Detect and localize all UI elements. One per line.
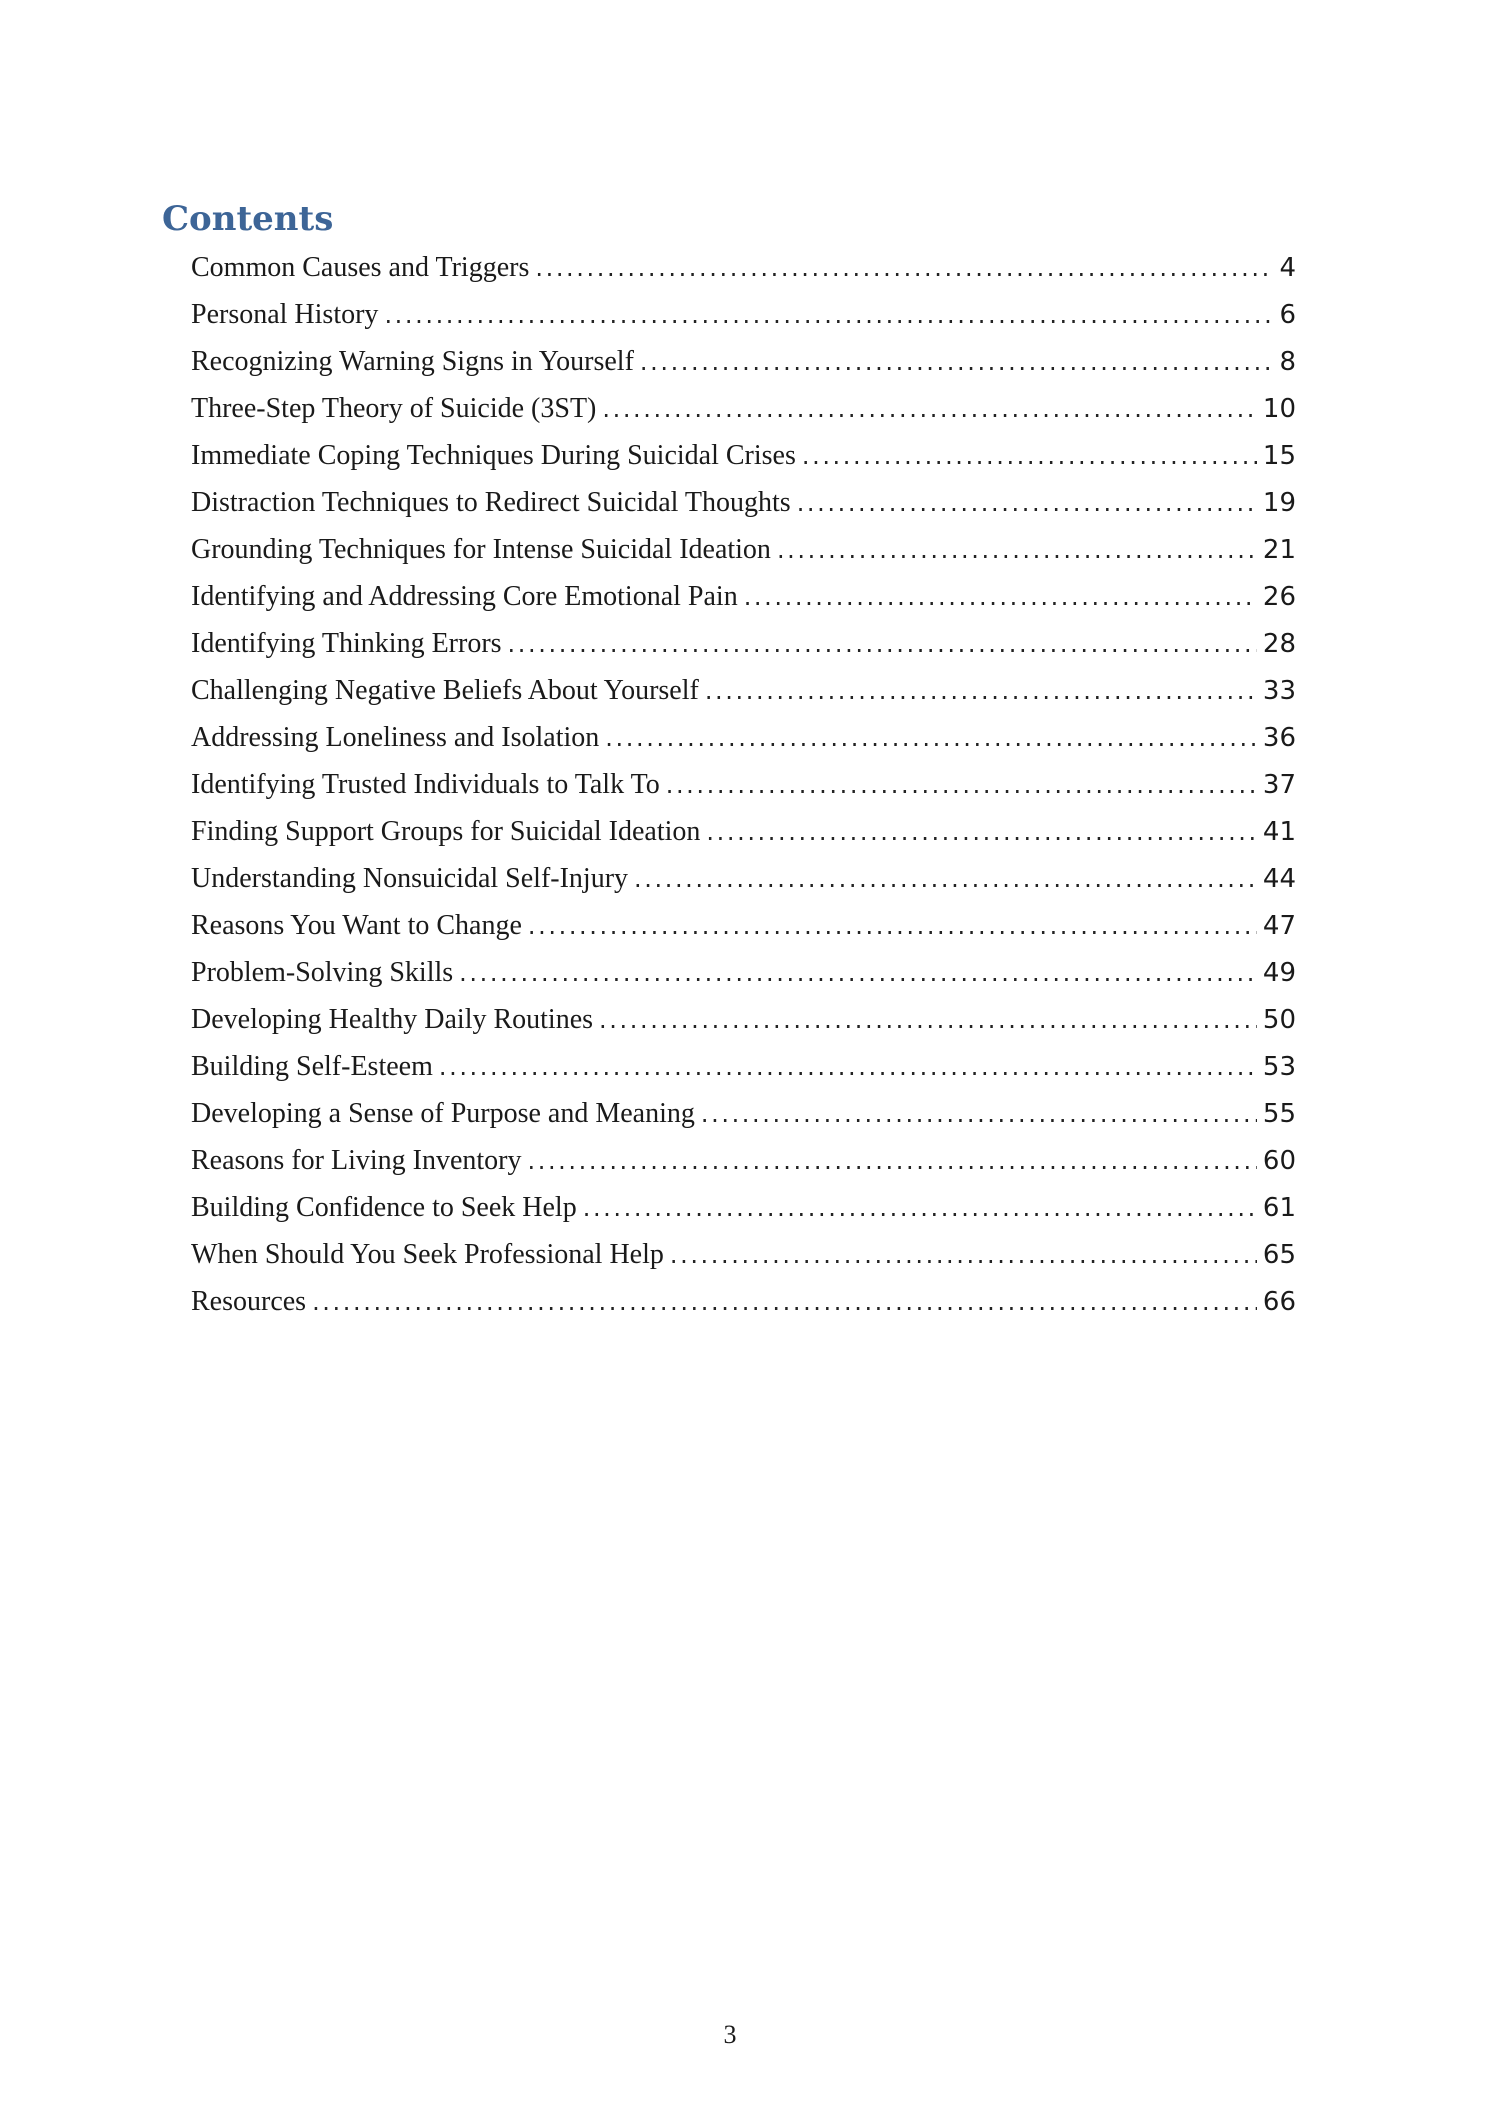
toc-entry-page-number: 8 xyxy=(1279,347,1296,377)
toc-entry-page-number: 44 xyxy=(1262,864,1296,894)
toc-entry-page-number: 41 xyxy=(1262,817,1296,847)
toc-dot-leader xyxy=(640,339,1274,386)
toc-entry-page-number: 55 xyxy=(1262,1099,1296,1129)
toc-entry[interactable] xyxy=(191,479,1296,526)
page-number: 3 xyxy=(723,2020,737,2049)
toc-entry[interactable] xyxy=(191,1184,1296,1231)
toc-entry-page-number: 36 xyxy=(1262,723,1296,753)
toc-entry[interactable] xyxy=(191,1137,1296,1184)
toc-entry-title: Understanding Nonsuicidal Self-Injury xyxy=(191,863,629,894)
toc-entry-page-number: 19 xyxy=(1262,488,1296,518)
toc-dot-leader xyxy=(602,386,1257,433)
toc-dot-leader xyxy=(312,1279,1257,1326)
toc-entry-page-number: 65 xyxy=(1262,1240,1296,1270)
toc-entry-title: Three-Step Theory of Suicide (3ST) xyxy=(191,393,597,424)
toc-dot-leader xyxy=(634,856,1257,903)
toc-entry-title: Immediate Coping Techniques During Suicidal Crises xyxy=(191,440,796,471)
toc-entry[interactable] xyxy=(191,573,1296,620)
toc-entry-title: Reasons for Living Inventory xyxy=(191,1145,522,1176)
toc-entry-title: Grounding Techniques for Intense Suicidal Ideation xyxy=(191,534,771,565)
toc-dot-leader xyxy=(583,1185,1257,1232)
toc-entry-page-number: 10 xyxy=(1262,394,1296,424)
toc-entry-title: Building Self-Esteem xyxy=(191,1051,433,1082)
toc-entry-page-number: 60 xyxy=(1262,1146,1296,1176)
toc-heading: Contents xyxy=(162,199,334,239)
toc-entry[interactable] xyxy=(191,620,1296,667)
toc-dot-leader xyxy=(670,1232,1257,1279)
toc-entry-page-number: 26 xyxy=(1262,582,1296,612)
toc-entry-page-number: 21 xyxy=(1262,535,1296,565)
toc-entry-title: Identifying Trusted Individuals to Talk To xyxy=(191,769,660,800)
toc-entry-title: Finding Support Groups for Suicidal Ideation xyxy=(191,816,701,847)
toc-entry[interactable] xyxy=(191,855,1296,902)
toc-dot-leader xyxy=(666,762,1257,809)
toc-entry-title: Reasons You Want to Change xyxy=(191,910,522,941)
toc-entry-title: Developing Healthy Daily Routines xyxy=(191,1004,594,1035)
toc-entry-title: Addressing Loneliness and Isolation xyxy=(191,722,600,753)
toc-entry-title: Resources xyxy=(191,1286,307,1317)
toc-entry-title: Developing a Sense of Purpose and Meaning xyxy=(191,1098,695,1129)
toc-entry-page-number: 15 xyxy=(1262,441,1296,471)
toc-entry[interactable] xyxy=(191,385,1296,432)
toc-entry-page-number: 33 xyxy=(1262,676,1296,706)
toc-entry[interactable] xyxy=(191,1043,1296,1090)
toc-dot-leader xyxy=(528,1138,1257,1185)
toc-entry-title: Challenging Negative Beliefs About Yourself xyxy=(191,675,699,706)
toc-dot-leader xyxy=(744,574,1257,621)
toc-dot-leader xyxy=(439,1044,1257,1091)
toc-dot-leader xyxy=(528,903,1257,950)
toc-entry[interactable] xyxy=(191,808,1296,855)
toc-dot-leader xyxy=(797,480,1257,527)
toc-entry-title: Distraction Techniques to Redirect Suicidal Thoughts xyxy=(191,487,791,518)
toc-dot-leader xyxy=(777,527,1257,574)
toc-dot-leader xyxy=(701,1091,1257,1138)
toc-entry-title: Common Causes and Triggers xyxy=(191,252,530,283)
toc-entry-title: Problem-Solving Skills xyxy=(191,957,454,988)
toc-entry[interactable] xyxy=(191,996,1296,1043)
toc-entry[interactable] xyxy=(191,1090,1296,1137)
toc-entry-page-number: 47 xyxy=(1262,911,1296,941)
toc-dot-leader xyxy=(605,715,1257,762)
toc-entry[interactable] xyxy=(191,761,1296,808)
toc-entry[interactable] xyxy=(191,949,1296,996)
toc-entry[interactable] xyxy=(191,526,1296,573)
toc-dot-leader xyxy=(535,245,1273,292)
toc-entry[interactable] xyxy=(191,244,1296,291)
toc-dot-leader xyxy=(459,950,1257,997)
toc-entry-title: Recognizing Warning Signs in Yourself xyxy=(191,346,634,377)
toc-list xyxy=(191,244,1296,1325)
toc-entry-title: When Should You Seek Professional Help xyxy=(191,1239,664,1270)
toc-entry-title: Building Confidence to Seek Help xyxy=(191,1192,577,1223)
toc-entry[interactable] xyxy=(191,1231,1296,1278)
toc-dot-leader xyxy=(599,997,1257,1044)
toc-entry-page-number: 37 xyxy=(1262,770,1296,800)
toc-entry[interactable] xyxy=(191,291,1296,338)
toc-entry[interactable] xyxy=(191,714,1296,761)
toc-dot-leader xyxy=(508,621,1257,668)
toc-entry-page-number: 28 xyxy=(1262,629,1296,659)
toc-entry-page-number: 53 xyxy=(1262,1052,1296,1082)
toc-dot-leader xyxy=(384,292,1273,339)
toc-entry-page-number: 50 xyxy=(1262,1005,1296,1035)
toc-entry[interactable] xyxy=(191,902,1296,949)
toc-entry[interactable] xyxy=(191,432,1296,479)
toc-entry[interactable] xyxy=(191,667,1296,714)
toc-dot-leader xyxy=(705,668,1257,715)
toc-dot-leader xyxy=(802,433,1257,480)
toc-entry-page-number: 61 xyxy=(1262,1193,1296,1223)
toc-entry-title: Identifying Thinking Errors xyxy=(191,628,502,659)
toc-entry[interactable] xyxy=(191,1278,1296,1325)
toc-entry-page-number: 4 xyxy=(1279,253,1296,283)
toc-entry-title: Personal History xyxy=(191,299,379,330)
toc-entry-page-number: 6 xyxy=(1279,300,1296,330)
toc-dot-leader xyxy=(706,809,1257,856)
toc-entry-page-number: 66 xyxy=(1262,1287,1296,1317)
toc-entry[interactable] xyxy=(191,338,1296,385)
toc-entry-page-number: 49 xyxy=(1262,958,1296,988)
toc-entry-title: Identifying and Addressing Core Emotional Pain xyxy=(191,581,738,612)
